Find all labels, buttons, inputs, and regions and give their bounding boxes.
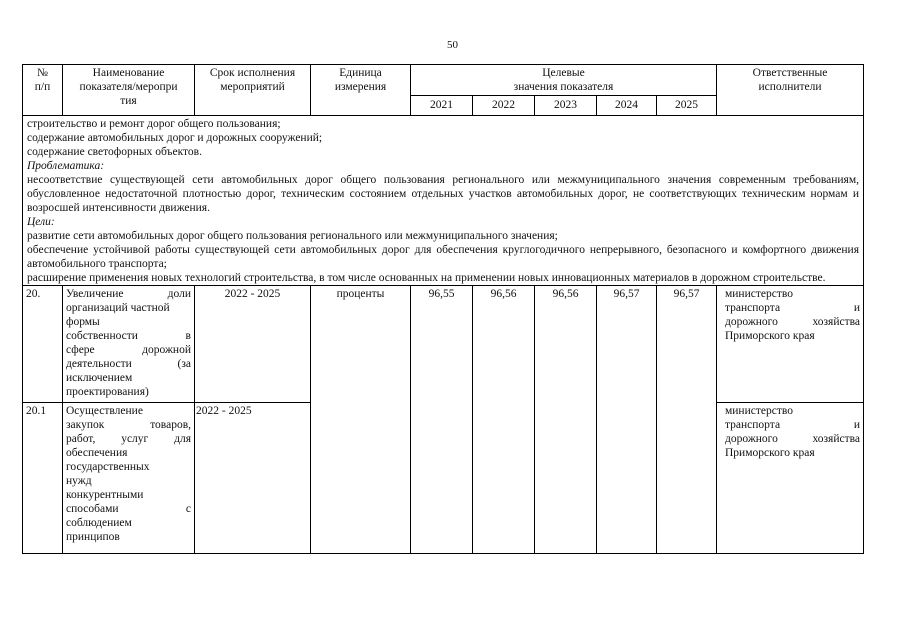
goals-label: Цели: xyxy=(27,216,55,228)
indicators-table xyxy=(22,64,864,554)
header-year: 2025 xyxy=(657,96,717,116)
problem-text: несоответствие существующей сети автомобильных дорог общего пользования регионального или межмуниципального значения современным требованиям, обусловленное недостаточной плотностью дорог, техническим состоянием отдельных участков автомобильных дорог, не соответствующих техническим нормам и возросшей интенсивности движения. xyxy=(27,174,859,214)
row-value: 96,57 xyxy=(657,286,717,554)
goal-item: обеспечение устойчивой работы существующей сети автомобильных дорог для обеспечения круглогодичного непрерывного, безопасного и комфортного движения автомобильного транспорта; xyxy=(27,244,859,270)
row-name: Осуществление закупок товаров, работ, услуг для обеспечения государственных нужд конкурентными способами с соблюдением принципов xyxy=(63,403,195,554)
problem-label: Проблематика: xyxy=(27,160,105,172)
description-cell xyxy=(23,116,864,286)
row-term: 2022 - 2025 xyxy=(195,286,311,403)
header-row xyxy=(23,65,864,96)
goal-item: развитие сети автомобильных дорог общего пользования регионального или межмуниципального значения; xyxy=(27,230,558,242)
row-num: 20.1 xyxy=(23,403,63,554)
header-name: Наименование показателя/меропри тия xyxy=(63,65,195,116)
list-item: содержание светофорных объектов. xyxy=(27,146,202,158)
header-responsible: Ответственные исполнители xyxy=(717,65,864,116)
row-unit: проценты xyxy=(311,286,411,554)
table-row xyxy=(23,286,864,403)
header-unit: Единица измерения xyxy=(311,65,411,116)
row-value: 96,56 xyxy=(535,286,597,554)
header-num: № п/п xyxy=(23,65,63,116)
page-number: 50 xyxy=(447,39,458,51)
header-target: Целевые значения показателя xyxy=(411,65,717,96)
row-responsible: министерство транспорта и дорожного хозяйства Приморского края xyxy=(717,286,864,403)
description-row xyxy=(23,116,864,286)
row-term: 2022 - 2025 xyxy=(195,403,311,554)
row-name: Увеличение доли организаций частной формы собственности в сфере дорожной деятельности (за исключением проектирования) xyxy=(63,286,195,403)
list-item: содержание автомобильных дорог и дорожных сооружений; xyxy=(27,132,323,144)
row-num: 20. xyxy=(23,286,63,403)
list-item: строительство и ремонт дорог общего пользования; xyxy=(27,118,281,130)
row-responsible: министерство транспорта и дорожного хозяйства Приморского края xyxy=(717,403,864,554)
row-value: 96,55 xyxy=(411,286,473,554)
header-year: 2021 xyxy=(411,96,473,116)
header-year: 2024 xyxy=(597,96,657,116)
header-term: Срок исполнения мероприятий xyxy=(195,65,311,116)
row-value: 96,57 xyxy=(597,286,657,554)
goal-item: расширение применения новых технологий строительства, в том числе основанных на применении новых инновационных материалов в дорожном строительстве. xyxy=(27,272,826,284)
row-value: 96,56 xyxy=(473,286,535,554)
header-year: 2023 xyxy=(535,96,597,116)
header-year: 2022 xyxy=(473,96,535,116)
